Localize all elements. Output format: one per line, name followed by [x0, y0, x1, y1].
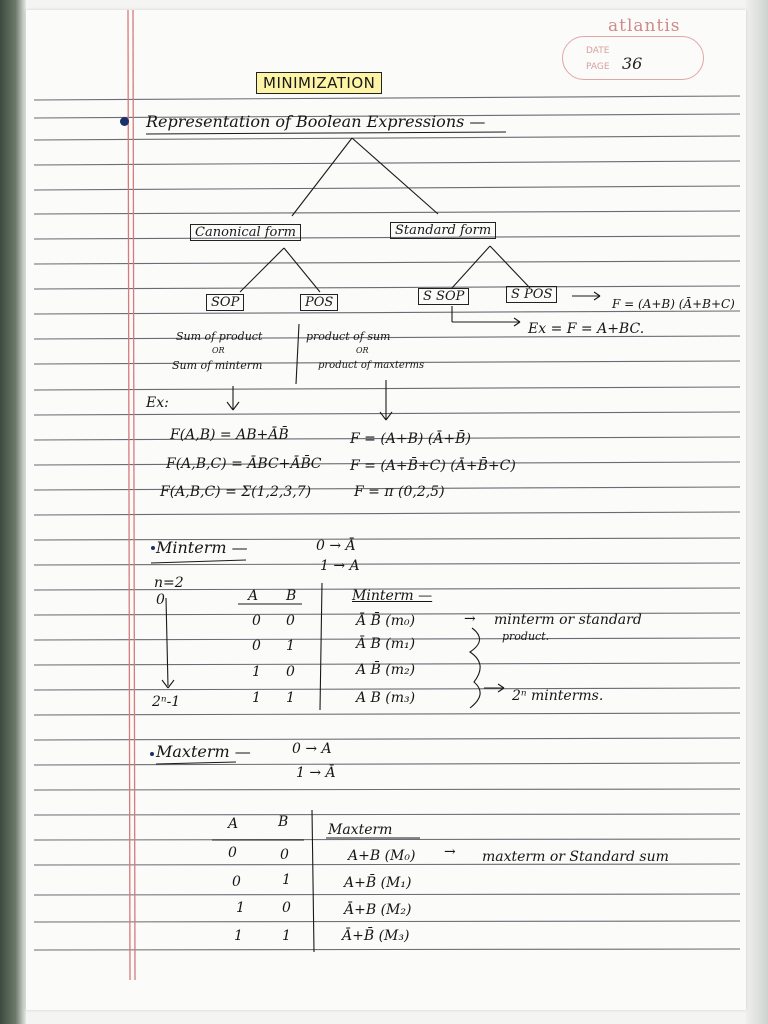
- minterm-rule-1: 0 → Ā: [316, 538, 356, 554]
- minterm-col-a: A: [248, 588, 259, 604]
- tree-connectors: [227, 138, 600, 420]
- sop-description: Sum of product: [176, 330, 263, 343]
- spos-box: S POS: [506, 286, 557, 303]
- maxterm-row-1-term: A+B (M₀): [348, 848, 416, 864]
- minterm-row-2-term: Ā B (m₁): [356, 636, 416, 652]
- pos-or: OR: [356, 346, 369, 355]
- maxterm-row-4-a: 1: [234, 928, 243, 944]
- maxterm-heading: Maxterm —: [156, 742, 251, 761]
- sop-example-2: F(A,B,C) = ĀBC+ĀB̄C: [166, 456, 322, 472]
- pos-description-2: product of maxterms: [318, 360, 425, 371]
- maxterm-rule-1: 0 → A: [292, 741, 332, 757]
- page-title: MINIMIZATION: [256, 72, 382, 94]
- date-label: DATE: [586, 46, 610, 56]
- maxterm-row-1-b: 0: [280, 847, 289, 863]
- maxterm-col-a: A: [228, 816, 239, 832]
- pos-box: POS: [300, 294, 338, 311]
- range-start: 0: [156, 592, 165, 608]
- minterm-row-1-term: Ā B̄ (m₀): [356, 613, 416, 629]
- maxterm-row-2-b: 1: [282, 872, 291, 888]
- maxterm-row-3-a: 1: [236, 900, 245, 916]
- maxterm-note-1: maxterm or Standard sum: [482, 849, 669, 865]
- notebook-brand: atlantis: [608, 16, 681, 36]
- sop-box: SOP: [206, 294, 244, 311]
- maxterm-note-arrow: →: [444, 844, 456, 860]
- range-end: 2ⁿ-1: [152, 694, 181, 710]
- minterm-note-arrow: →: [464, 611, 476, 627]
- pos-description: product of sum: [306, 330, 391, 343]
- heading-underline: [146, 132, 506, 134]
- maxterm-row-2-a: 0: [232, 874, 241, 890]
- minterm-row-3-term: A B̄ (m₂): [356, 662, 416, 678]
- minterm-rule-2: 1 → A: [320, 558, 360, 574]
- n-label: n=2: [154, 575, 184, 591]
- pos-example-2: F = (A+B̄+C) (Ā+B̄+C): [350, 458, 516, 474]
- page-label: PAGE: [586, 62, 610, 72]
- maxterm-row-2-term: A+B̄ (M₁): [344, 875, 412, 891]
- minterm-row-2-b: 1: [286, 638, 295, 654]
- minterm-row-4-term: A B (m₃): [356, 690, 416, 706]
- maxterm-row-3-term: Ā+B (M₂): [344, 902, 412, 918]
- pos-example-3: F = π (0,2,5): [354, 484, 445, 500]
- minterm-row-1-b: 0: [286, 613, 295, 629]
- maxterm-col-term: Maxterm: [328, 822, 393, 838]
- pos-example-1: F = (A+B) (Ā+B̄): [350, 431, 471, 447]
- minterm-row-3-a: 1: [252, 664, 261, 680]
- representation-heading: Representation of Boolean Expressions —: [146, 112, 486, 131]
- minterm-row-4-a: 1: [252, 690, 261, 706]
- minterm-col-b: B: [286, 588, 297, 604]
- minterm-row-3-b: 0: [286, 664, 295, 680]
- ssop-example: Ex = F = A+BC.: [528, 321, 645, 337]
- example-label: Ex:: [146, 395, 169, 411]
- maxterm-row-4-term: Ā+B̄ (M₃): [342, 928, 410, 944]
- minterm-row-1-a: 0: [252, 613, 261, 629]
- spos-example: F = (A+B) (Ā+B+C): [612, 297, 735, 311]
- maxterm-row-1-a: 0: [228, 845, 237, 861]
- sop-or: OR: [212, 346, 225, 355]
- minterm-note-3: 2ⁿ minterms.: [512, 688, 604, 704]
- maxterm-col-b: B: [278, 814, 289, 830]
- page-number: 36: [622, 54, 643, 73]
- ssop-box: S SOP: [418, 288, 469, 305]
- margin-line: [128, 10, 135, 980]
- sop-description-2: Sum of minterm: [172, 359, 263, 372]
- minterm-note-1: minterm or standard: [494, 612, 642, 628]
- standard-form-box: Standard form: [390, 222, 496, 239]
- maxterm-row-3-b: 0: [282, 900, 291, 916]
- minterm-table-lines: [151, 560, 504, 710]
- bullet-minterm: [151, 546, 155, 550]
- sop-example-3: F(A,B,C) = Σ(1,2,3,7): [160, 484, 312, 500]
- minterm-row-4-b: 1: [286, 690, 295, 706]
- minterm-col-term: Minterm —: [352, 588, 433, 604]
- minterm-row-2-a: 0: [252, 638, 261, 654]
- canonical-form-box: Canonical form: [190, 224, 301, 241]
- minterm-heading: Minterm —: [156, 538, 248, 557]
- sop-example-1: F(A,B) = AB+ĀB̄: [170, 427, 289, 443]
- maxterm-rule-2: 1 → Ā: [296, 765, 336, 781]
- minterm-note-2: product.: [502, 630, 550, 643]
- maxterm-row-4-b: 1: [282, 928, 291, 944]
- bullet-representation: [120, 117, 129, 126]
- bullet-maxterm: [150, 752, 154, 756]
